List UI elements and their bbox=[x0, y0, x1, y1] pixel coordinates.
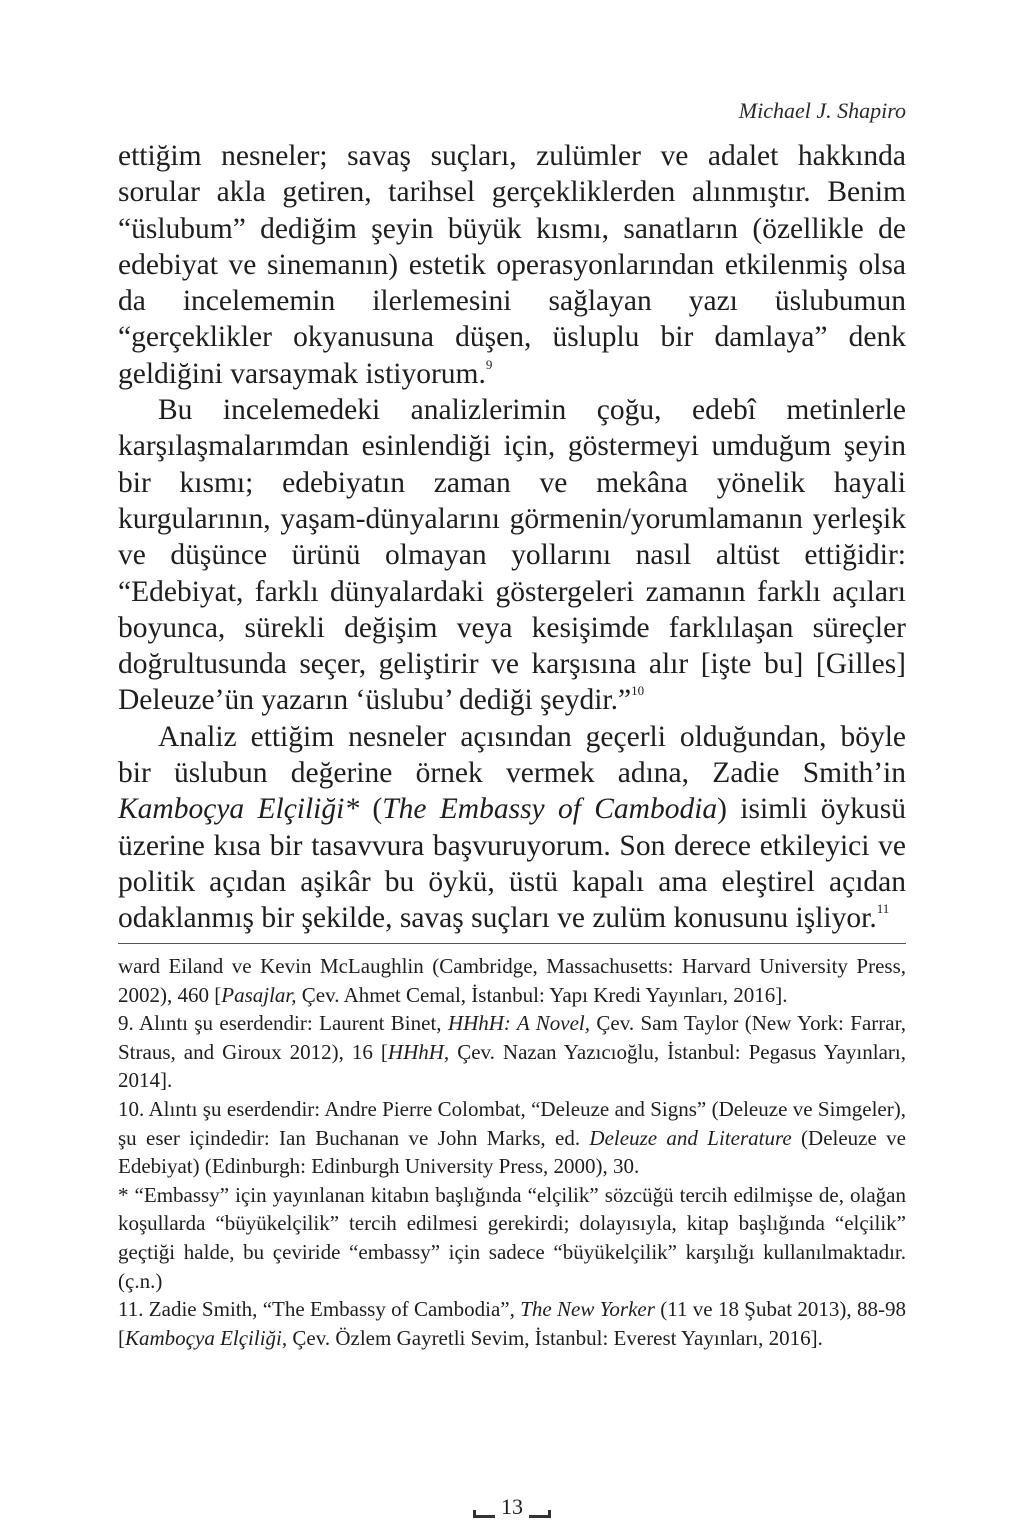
footnote-10-text-a: 10. Alıntı şu eserdendir: Andre Pierre Colombat, “Deleuze and Signs” (Deleuze ve Simgeler), şu eser içindedir: Ian Buchanan ve John Marks, ed. bbox=[118, 1096, 906, 1150]
footnote-9-text-a: 9. Alıntı şu eserdendir: Laurent Binet, bbox=[118, 1011, 448, 1036]
footnote-star: * “Embassy” için yayınlanan kitabın başlığında “elçilik” sözcüğü tercih edilmişse de, olağan koşullarda “büyükelçilik” tercih edilmesi gerekirdi; dolayısıyla, kitap başlığında “elçilik” geçtiği halde, bu çeviride “embassy” için sadece “büyükelçilik” karşılığı kullanılmaktadır. (ç.n.) bbox=[118, 1182, 906, 1293]
paragraph-3-text-a: Analiz ettiğim nesneler açısından geçerli olduğundan, böyle bir üslubun değerine örnek vermek adına, Zadie Smith’in bbox=[118, 720, 906, 790]
footnote-11-text-a: 11. Zadie Smith, “The Embassy of Cambodia”, bbox=[118, 1297, 521, 1322]
paragraph-3 bbox=[118, 719, 906, 937]
footnote-9-text-c: Çev. Nazan Yazıcıoğlu, İstanbul: Pegasus Yayınları, 2014]. bbox=[118, 1039, 906, 1093]
note-ref-10: 10 bbox=[631, 683, 645, 699]
footnote-10-text-b: (Deleuze ve Edebiyat) (Edinburgh: Edinburgh University Press, 2000), 30. bbox=[118, 1125, 906, 1179]
footnote-10 bbox=[118, 1095, 906, 1181]
footnote-11-title-2: Kamboçya Elçiliği, bbox=[125, 1325, 288, 1350]
footnote-11-text-c: Çev. Özlem Gayretli Sevim, İstanbul: Everest Yayınları, 2016]. bbox=[287, 1325, 823, 1350]
footnote-11-text-b: (11 ve 18 Şubat 2013), 88-98 [ bbox=[118, 1297, 906, 1350]
note-ref-11: 11 bbox=[876, 901, 890, 917]
footnote-continued bbox=[118, 952, 906, 1009]
footnote-9-title-2: HHhH, bbox=[387, 1039, 450, 1064]
page-number-frame bbox=[473, 1494, 551, 1520]
footnote-9-text-b: Çev. Sam Taylor (New York: Farrar, Straus, and Giroux 2012), 16 [ bbox=[118, 1011, 906, 1064]
footnote-9-title-1: HHhH: A Novel, bbox=[447, 1011, 591, 1036]
footnote-11 bbox=[118, 1295, 906, 1352]
paragraph-2-text: Bu incelemedeki analizlerimin çoğu, edebî metinlerle karşılaşmalarımdan esinlendiği için, göstermeyi umduğum şeyin bir kısmı; edebiyatın zaman ve mekâna yönelik hayali kurgularının, yaşam-dünyalarını görmenin/yorumlamanın yerleşik ve düşünce ürünü olmayan yollarını nasıl altüst ettiğidir: “Edebiyat, farklı dünyalardaki göstergeleri zamanın farklı açıları boyunca, sürekli değişim veya kesişimde farklılaşan süreçler doğrultusunda seçer, geliştirir ve karşısına alır [işte bu] [Gilles] Deleuze’ün yazarın ‘üslubu’ dediği şeydir.” bbox=[118, 394, 906, 717]
book-title-en: The Embassy of Cambodia bbox=[382, 793, 718, 826]
page-number: 13 bbox=[501, 1494, 523, 1519]
body-text bbox=[118, 138, 906, 937]
running-head: Michael J. Shapiro bbox=[738, 98, 906, 123]
footnote-10-title: Deleuze and Literature bbox=[589, 1125, 792, 1150]
footnotes bbox=[118, 952, 906, 1352]
paragraph-1-text: ettiğim nesneler; savaş suçları, zulümler ve adalet hakkında sorular akla getiren, tarihsel gerçekliklerden alınmıştır. Benim “üslubum” dediğim şeyin büyük kısmı, sanatların (özellikle de edebiyat ve sinemanın) estetik operasyonlarından etkilenmiş olsa da incelememin ilerlemesini sağlayan yazı üslubumun “gerçeklikler okyanusuna düşen, üsluplu bir damlaya” denk geldiğini varsaymak istiyorum. bbox=[118, 140, 906, 390]
folio-ornament-right bbox=[548, 1510, 551, 1518]
footnote-11-title-1: The New Yorker bbox=[520, 1297, 655, 1322]
note-ref-9: 9 bbox=[485, 356, 493, 372]
footnote-rule bbox=[118, 943, 906, 944]
book-title-tr: Kamboçya Elçiliği* bbox=[118, 793, 360, 826]
footnote-cont-text-a: ward Eiland ve Kevin McLaughlin (Cambridge, Massachusetts: Harvard University Press, 2002), 460 [ bbox=[118, 954, 906, 1007]
folio-ornament-left bbox=[473, 1510, 476, 1518]
paragraph-3-text-c: ) isimli öykusü üzerine kısa bir tasavvura başvuruyorum. Son derece etkileyici ve politik açıdan aşikâr bu öykü, üstü kapalı ama eleştirel açıdan odaklanmış bir şekilde, savaş suçları ve zulüm konusunu işliyor. bbox=[118, 793, 907, 935]
paragraph-3-text-b: ( bbox=[359, 793, 383, 826]
footnote-cont-title: Pasajlar, bbox=[221, 982, 297, 1007]
footnote-9 bbox=[118, 1009, 906, 1095]
paragraph-2 bbox=[118, 392, 906, 719]
footnote-cont-text-b: Çev. Ahmet Cemal, İstanbul: Yapı Kredi Yayınları, 2016]. bbox=[296, 982, 788, 1007]
paragraph-1 bbox=[118, 138, 906, 392]
page-number-block bbox=[0, 1494, 1024, 1520]
